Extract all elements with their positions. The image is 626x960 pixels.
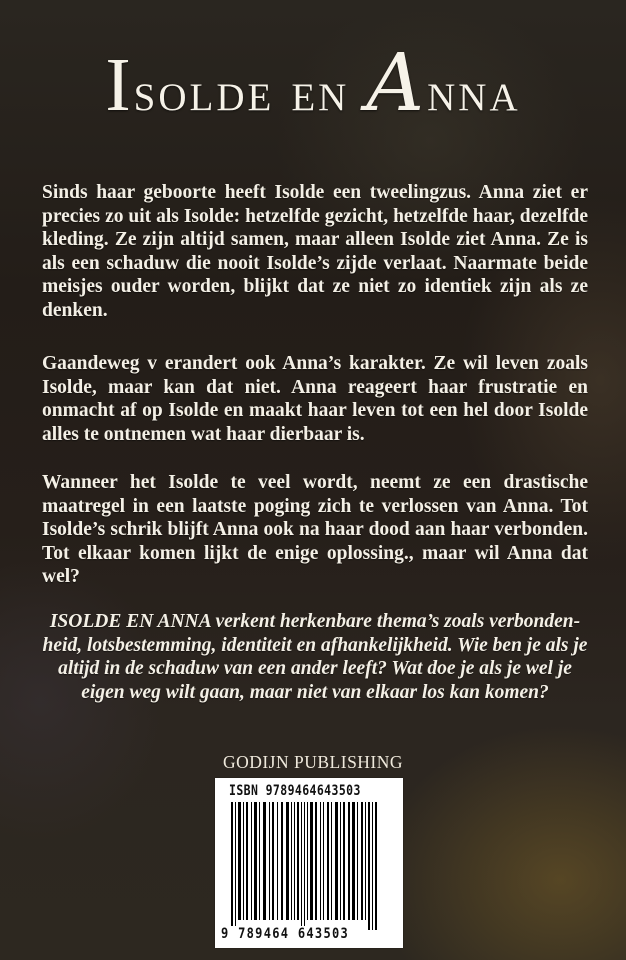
isbn-barcode <box>215 778 403 948</box>
publisher-name: GODIJN PUBLISHING <box>222 752 404 772</box>
title-initial-a: A <box>366 36 428 129</box>
isbn-digits: 9 789464 643503 <box>221 926 350 942</box>
tagline-book-name: ISOLDE EN ANNA <box>49 611 211 632</box>
title-word-anna-rest: nna <box>427 61 521 123</box>
blurb-paragraph-2: Gaandeweg v erandert ook Anna’s karakter. Ze wil leven zoals Isolde, maar kan dat niet. Anna reageert haar frustratie en onmacht af op Isolde en maakt haar leven tot een hel door Isolde alles te ontnemen wat haar dierbaar is. <box>42 353 588 445</box>
blurb-paragraph-3: Wanneer het Isolde te veel wordt, neemt ze een drastische maatregel in een laatste poging zich te verlossen van Anna. Tot Isolde’s schrik blijft Anna ook na haar dood aan haar verbonden. Tot elkaar komen lijkt de enige oplossing., maar wil Anna dat wel? <box>42 472 588 587</box>
tagline-text: verkent herkenbare thema’s zoals verbondenheid, lotsbestemming, identiteit en afhankelijkheid. Wie ben je als je altijd in de schaduw van een ander leeft? Wat doe je als je wel je eigen weg wilt gaan, maar niet van elkaar los kan komen? <box>42 611 588 703</box>
tagline-paragraph <box>42 610 588 704</box>
book-title <box>0 36 626 129</box>
isbn-label: ISBN 9789464643503 <box>229 783 361 799</box>
title-initial-i: I <box>105 43 134 127</box>
barcode-bars <box>231 802 377 930</box>
title-word-isolde-rest: solde <box>133 61 275 123</box>
blurb-paragraph-1: Sinds haar geboorte heeft Isolde een tweelingzus. Anna ziet er precies zo uit als Isolde: hetzelfde gezicht, hetzelfde haar, dezelfde kleding. Ze zijn altijd samen, maar alleen Isolde ziet Anna. Ze is als een schaduw die nooit Isolde’s zijde verlaat. Naarmate beide meisjes ouder worden, blijkt dat ze niet zo identiek zijn als ze denken. <box>42 182 588 321</box>
title-word-en: en <box>291 61 350 123</box>
